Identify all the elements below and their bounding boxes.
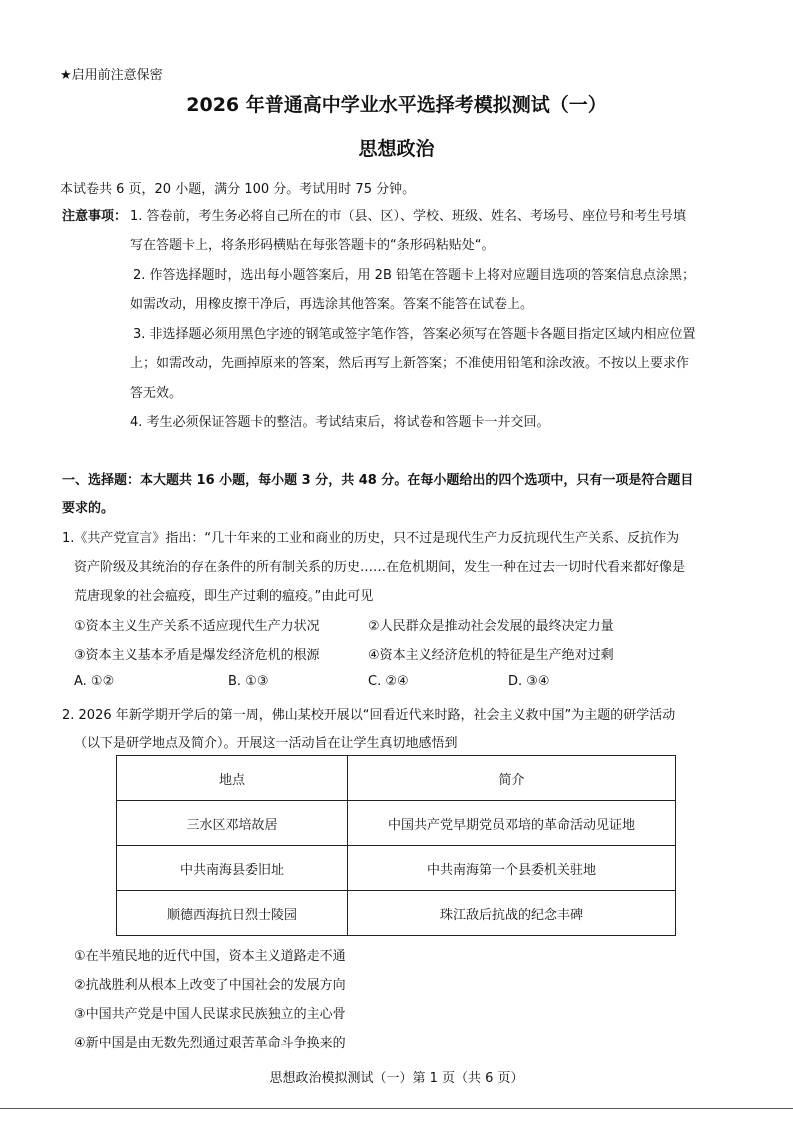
q2-item: ③中国共产党是中国人民谋求民族独立的主心骨 [74, 1007, 346, 1022]
table-header-cell: 简介 [348, 756, 676, 801]
q1-option-d: D. ③④ [508, 674, 550, 689]
notes-line: 2. 作答选择题时，选出每小题答案后，用 2B 铅笔在答题卡上将对应题目选项的答案信息点涂黑； [133, 268, 695, 283]
q1-item: ③资本主义基本矛盾是爆发经济危机的根源 [74, 648, 320, 663]
notes-line: 4. 考生必须保证答题卡的整洁。考试结束后，将试卷和答题卡一并交回。 [130, 415, 550, 430]
q1-stem: 1.《共产党宣言》指出：“几十年来的工业和商业的历史，只不过是现代生产力反抗现代生产关系、反抗作为 [62, 531, 680, 546]
exam-meta: 本试卷共 6 页，20 小题，满分 100 分。考试用时 75 分钟。 [60, 182, 416, 197]
table-cell: 中国共产党早期党员邓培的革命活动见证地 [348, 801, 676, 846]
exam-title: 2026 年普通高中学业水平选择考模拟测试（一） [186, 94, 607, 116]
table-cell: 三水区邓培故居 [117, 801, 348, 846]
q2-item: ②抗战胜利从根本上改变了中国社会的发展方向 [74, 978, 346, 993]
q1-option-a: A. ①② [74, 674, 115, 689]
q1-item: ④资本主义经济危机的特征是生产绝对过剩 [368, 648, 614, 663]
table-row [117, 891, 676, 936]
table-cell: 中共南海第一个县委机关驻地 [348, 846, 676, 891]
study-sites-table [116, 755, 676, 936]
section-heading-cont: 要求的。 [62, 501, 115, 516]
notes-line: 如需改动，用橡皮擦干净后，再选涂其他答案。答案不能答在试卷上。 [130, 297, 534, 312]
page-footer: 思想政治模拟测试（一）第 1 页（共 6 页） [269, 1071, 524, 1086]
q1-stem: 荒唐现象的社会瘟疫，即生产过剩的瘟疫。”由此可见 [74, 589, 374, 604]
q1-option-b: B. ①③ [228, 674, 269, 689]
table-cell: 中共南海县委旧址 [117, 846, 348, 891]
table-header-cell: 地点 [117, 756, 348, 801]
q2-stem: （以下是研学地点及简介）。开展这一活动旨在让学生真切地感悟到 [74, 736, 458, 751]
q1-item: ①资本主义生产关系不适应现代生产力状况 [74, 619, 320, 634]
bottom-divider [0, 1108, 793, 1109]
table-cell: 顺德西海抗日烈士陵园 [117, 891, 348, 936]
q2-stem: 2. 2026 年新学期开学后的第一周，佛山某校开展以“回看近代来时路，社会主义救中国”为主题的研学活动 [62, 708, 676, 723]
q2-item: ④新中国是由无数先烈通过艰苦革命斗争换来的 [74, 1036, 346, 1051]
notes-line: 上；如需改动，先画掉原来的答案，然后再写上新答案；不准使用铅笔和涂改液。不按以上要求作 [130, 356, 690, 371]
q1-option-c: C. ②④ [368, 674, 409, 689]
notes-line: 3. 非选择题必须用黑色字迹的钢笔或签字笔作答，答案必须写在答题卡各题目指定区域内相应位置 [133, 327, 696, 342]
notes-line: 答无效。 [130, 386, 183, 401]
table-row [117, 801, 676, 846]
table-row [117, 846, 676, 891]
table-header-row [117, 756, 676, 801]
q1-item: ②人民群众是推动社会发展的最终决定力量 [368, 619, 614, 634]
confidential-notice: ★启用前注意保密 [60, 68, 163, 83]
q1-stem: 资产阶级及其统治的存在条件的所有制关系的历史……在危机期间，发生一种在过去一切时代看来都好像是 [74, 560, 686, 575]
notes-line: 1. 答卷前，考生务必将自己所在的市（县、区）、学校、班级、姓名、考场号、座位号和考生号填 [130, 209, 687, 224]
q2-item: ①在半殖民地的近代中国，资本主义道路走不通 [74, 949, 346, 964]
notes-label: 注意事项： [62, 209, 128, 224]
section-heading: 一、选择题：本大题共 16 小题，每小题 3 分，共 48 分。在每小题给出的四个选项中，只有一项是符合题目 [62, 473, 694, 488]
table-cell: 珠江敌后抗战的纪念丰碑 [348, 891, 676, 936]
notes-line: 写在答题卡上，将条形码横贴在每张答题卡的“条形码粘贴处“。 [130, 238, 495, 253]
subject-title: 思想政治 [358, 138, 435, 160]
